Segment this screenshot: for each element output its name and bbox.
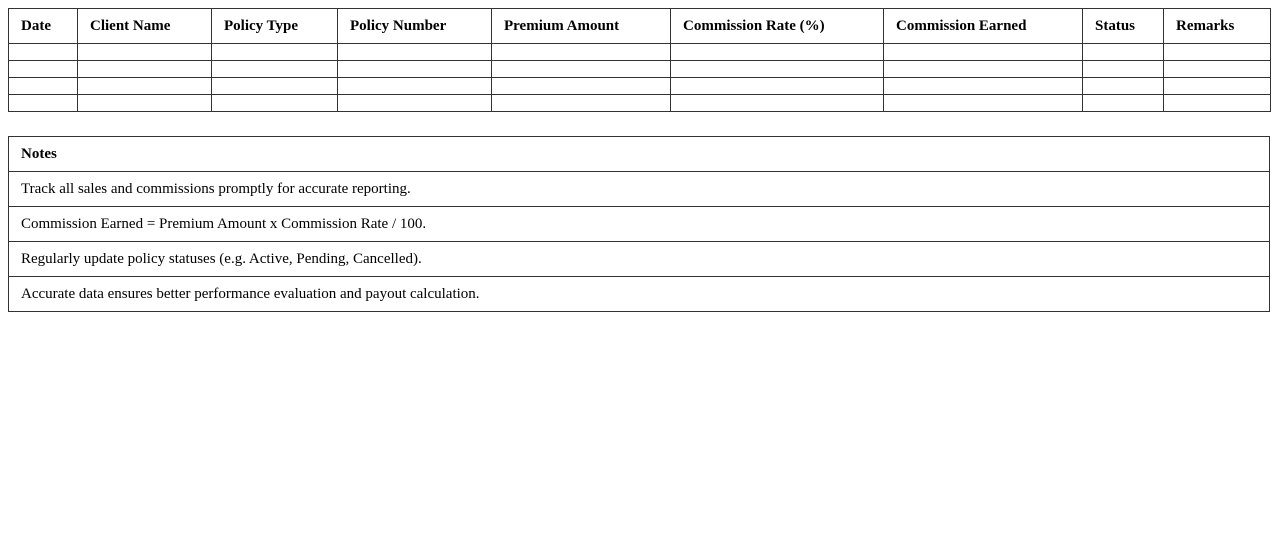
- cell-policy-type[interactable]: [212, 95, 338, 112]
- cell-client-name[interactable]: [78, 95, 212, 112]
- table-row: [9, 78, 1271, 95]
- cell-remarks[interactable]: [1164, 61, 1271, 78]
- cell-commission-rate[interactable]: [671, 61, 884, 78]
- table-row: [9, 95, 1271, 112]
- column-header-policy-number: Policy Number: [338, 9, 492, 44]
- column-header-date: Date: [9, 9, 78, 44]
- cell-status[interactable]: [1083, 61, 1164, 78]
- cell-commission-earned[interactable]: [884, 44, 1083, 61]
- cell-remarks[interactable]: [1164, 95, 1271, 112]
- cell-remarks[interactable]: [1164, 44, 1271, 61]
- cell-status[interactable]: [1083, 78, 1164, 95]
- cell-premium-amount[interactable]: [492, 44, 671, 61]
- column-header-client-name: Client Name: [78, 9, 212, 44]
- notes-title: Notes: [9, 137, 1270, 172]
- column-header-commission-rate: Commission Rate (%): [671, 9, 884, 44]
- cell-policy-number[interactable]: [338, 78, 492, 95]
- note-item: Regularly update policy statuses (e.g. Active, Pending, Cancelled).: [9, 242, 1270, 277]
- note-item: Track all sales and commissions promptly for accurate reporting.: [9, 172, 1270, 207]
- sales-commission-table: [8, 8, 1271, 112]
- cell-policy-number[interactable]: [338, 44, 492, 61]
- cell-policy-number[interactable]: [338, 95, 492, 112]
- cell-commission-earned[interactable]: [884, 78, 1083, 95]
- column-header-commission-earned: Commission Earned: [884, 9, 1083, 44]
- cell-policy-type[interactable]: [212, 78, 338, 95]
- cell-remarks[interactable]: [1164, 78, 1271, 95]
- cell-status[interactable]: [1083, 95, 1164, 112]
- column-header-policy-type: Policy Type: [212, 9, 338, 44]
- cell-date[interactable]: [9, 61, 78, 78]
- table-header-row: [9, 9, 1271, 44]
- column-header-remarks: Remarks: [1164, 9, 1271, 44]
- cell-client-name[interactable]: [78, 44, 212, 61]
- cell-commission-rate[interactable]: [671, 78, 884, 95]
- cell-premium-amount[interactable]: [492, 95, 671, 112]
- cell-commission-rate[interactable]: [671, 95, 884, 112]
- cell-client-name[interactable]: [78, 78, 212, 95]
- cell-date[interactable]: [9, 78, 78, 95]
- note-item: Commission Earned = Premium Amount x Commission Rate / 100.: [9, 207, 1270, 242]
- cell-premium-amount[interactable]: [492, 78, 671, 95]
- cell-policy-type[interactable]: [212, 44, 338, 61]
- note-item: Accurate data ensures better performance evaluation and payout calculation.: [9, 277, 1270, 312]
- column-header-premium-amount: Premium Amount: [492, 9, 671, 44]
- cell-commission-earned[interactable]: [884, 95, 1083, 112]
- table-row: [9, 44, 1271, 61]
- cell-date[interactable]: [9, 95, 78, 112]
- note-row: [9, 242, 1270, 277]
- notes-header-row: [9, 137, 1270, 172]
- cell-commission-rate[interactable]: [671, 44, 884, 61]
- cell-status[interactable]: [1083, 44, 1164, 61]
- note-row: [9, 172, 1270, 207]
- table-row: [9, 61, 1271, 78]
- cell-policy-number[interactable]: [338, 61, 492, 78]
- cell-date[interactable]: [9, 44, 78, 61]
- notes-table: [8, 136, 1270, 312]
- note-row: [9, 207, 1270, 242]
- cell-policy-type[interactable]: [212, 61, 338, 78]
- note-row: [9, 277, 1270, 312]
- cell-client-name[interactable]: [78, 61, 212, 78]
- column-header-status: Status: [1083, 9, 1164, 44]
- cell-premium-amount[interactable]: [492, 61, 671, 78]
- cell-commission-earned[interactable]: [884, 61, 1083, 78]
